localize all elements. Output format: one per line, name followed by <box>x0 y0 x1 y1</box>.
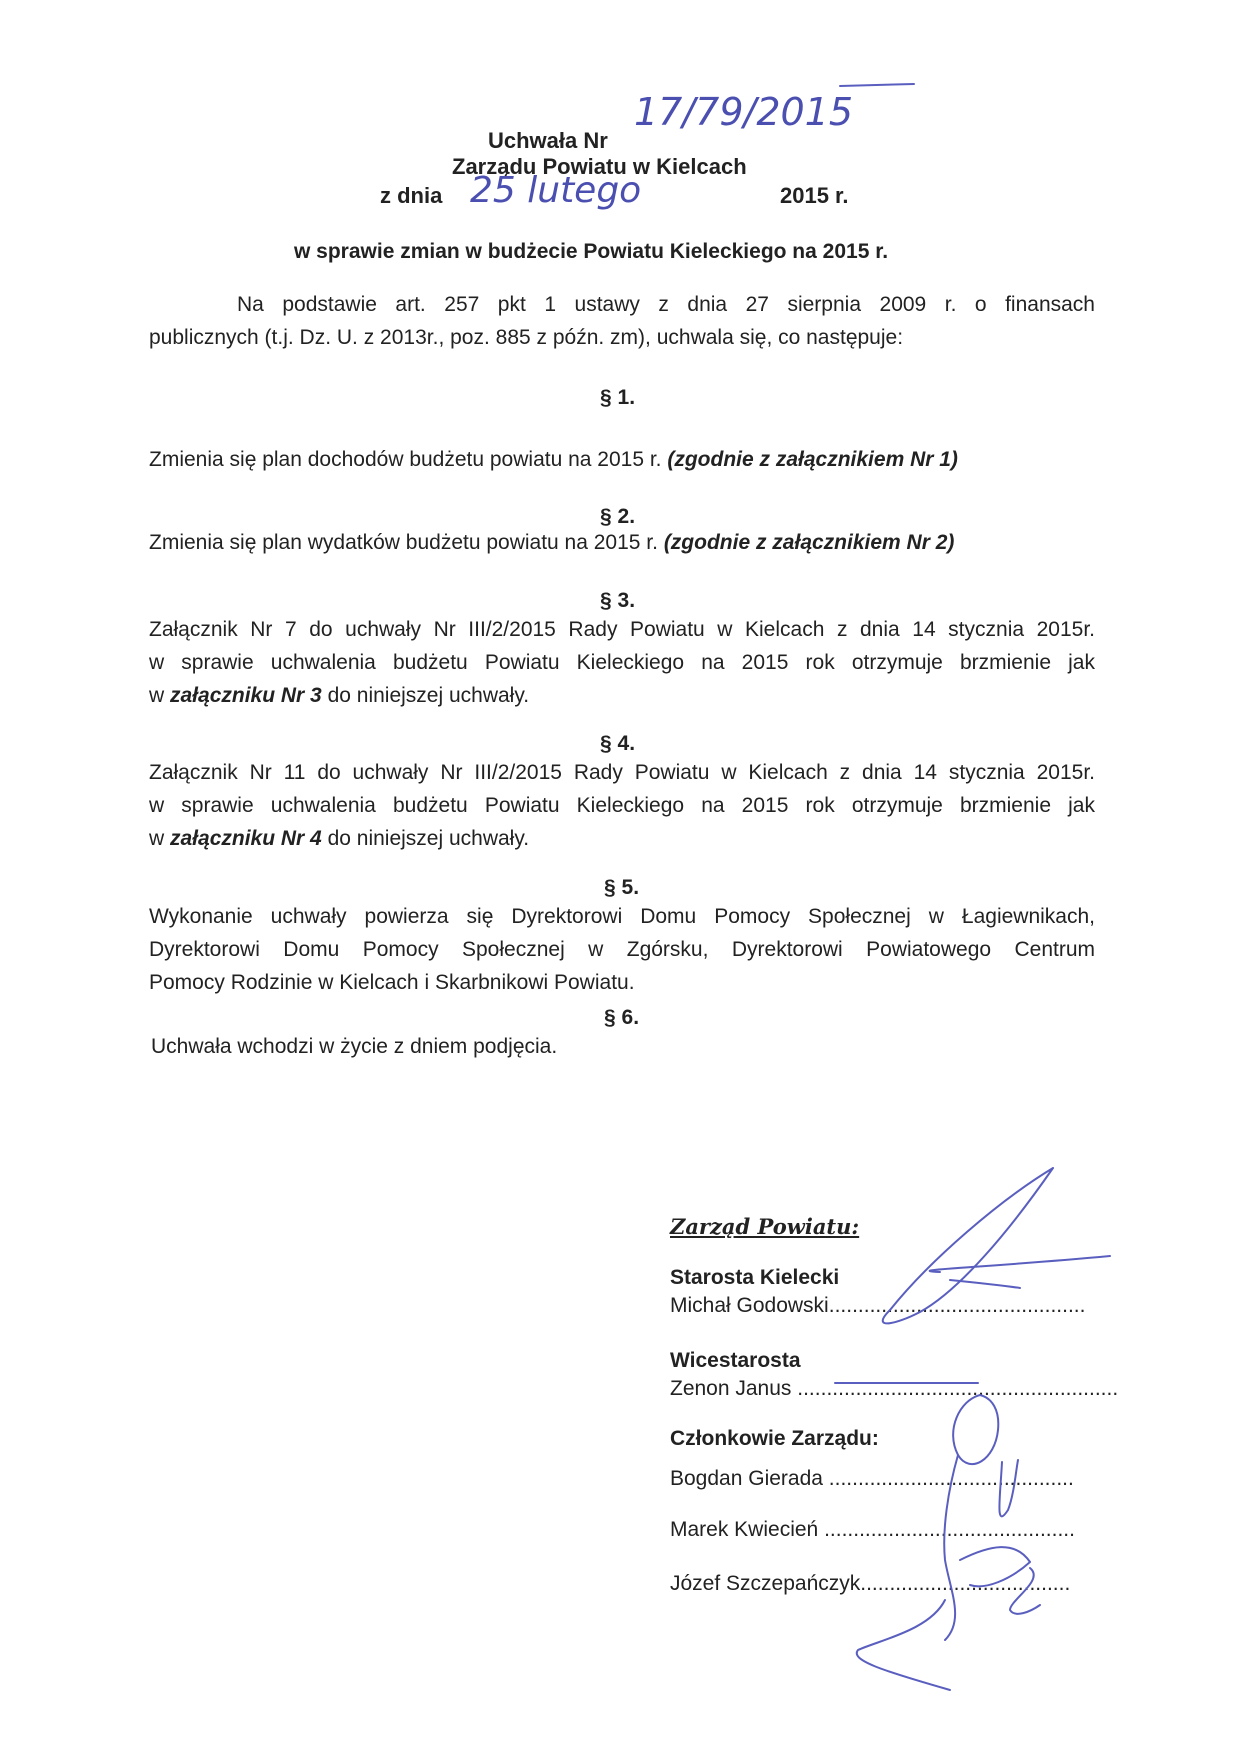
legal-basis-line-1: Na podstawie art. 257 pkt 1 ustawy z dnia 27 sierpnia 2009 r. o finansach <box>237 293 1095 316</box>
member-signature-loop <box>953 1395 998 1464</box>
section-3-line-3-post: do niniejszej uchwały. <box>321 684 530 707</box>
number-overline-stroke <box>840 84 914 86</box>
member-signature-stroke-3 <box>960 1547 1030 1586</box>
section-3-attachment-ref: załączniku Nr 3 <box>170 684 322 707</box>
title-prefix: Uchwała Nr <box>488 128 608 153</box>
member-signature-stroke-2 <box>999 1460 1018 1516</box>
starosta-signature-stroke <box>883 1168 1053 1323</box>
section-5-mark: § 5. <box>604 876 640 899</box>
section-4-line-2: w sprawie uchwalenia budżetu Powiatu Kieleckiego na 2015 rok otrzymuje brzmienie jak <box>149 794 1095 817</box>
vice-starosta-name: Zenon Janus <box>670 1377 792 1400</box>
starosta-name: Michał Godowski <box>670 1294 829 1317</box>
member-2-name: Marek Kwiecień <box>670 1518 819 1541</box>
section-1-mark: § 1. <box>600 386 636 409</box>
section-4-line-3-post: do niniejszej uchwały. <box>321 827 530 850</box>
issuer: Zarządu Powiatu w Kielcach <box>452 154 747 179</box>
section-3-mark: § 3. <box>600 589 636 612</box>
starosta-role: Starosta Kielecki <box>670 1266 840 1289</box>
member-2-dots: ........................................... <box>818 1518 1075 1541</box>
handwritten-resolution-number: 17/79/2015 <box>634 90 854 134</box>
section-1-body: Zmienia się plan dochodów budżetu powiatu na 2015 r. <box>149 448 668 471</box>
member-signature-stroke-1 <box>944 1455 958 1640</box>
section-1-reference: (zgodnie z załącznikiem Nr 1) <box>667 448 958 471</box>
section-4-line-3-pre: w <box>149 827 170 850</box>
board-title: Zarząd Powiatu: <box>670 1214 860 1239</box>
section-3-line-2: w sprawie uchwalenia budżetu Powiatu Kieleckiego na 2015 rok otrzymuje brzmienie jak <box>149 651 1095 674</box>
member-1-name: Bogdan Gierada <box>670 1467 823 1490</box>
section-4-attachment-ref: załączniku Nr 4 <box>170 827 322 850</box>
vice-starosta-dots: ....................................................... <box>797 1377 1119 1400</box>
vice-starosta-role: Wicestarosta <box>670 1349 801 1372</box>
section-5-line-2: Dyrektorowi Domu Pomocy Społecznej w Zgórsku, Dyrektorowi Powiatowego Centrum <box>149 938 1095 961</box>
handwritten-date: 25 lutego <box>470 170 642 211</box>
member-3-dots: .................................... <box>860 1572 1071 1595</box>
member-signature-stroke-5 <box>857 1600 950 1690</box>
board-members-role: Członkowie Zarządu: <box>670 1427 879 1450</box>
section-4-line-1: Załącznik Nr 11 do uchwały Nr III/2/2015 Rady Powiatu w Kielcach z dnia 14 stycznia 2015r. <box>149 761 1095 784</box>
section-4-mark: § 4. <box>600 732 636 755</box>
section-3-line-1: Załącznik Nr 7 do uchwały Nr III/2/2015 Rady Powiatu w Kielcach z dnia 14 stycznia 2015r. <box>149 618 1095 641</box>
section-3-line-3-pre: w <box>149 684 170 707</box>
member-3-name: Józef Szczepańczyk <box>670 1572 861 1595</box>
section-2-mark: § 2. <box>600 505 636 528</box>
section-2-reference: (zgodnie z załącznikiem Nr 2) <box>663 531 955 554</box>
legal-basis-line-2: publicznych (t.j. Dz. U. z 2013r., poz. 885 z późn. zm), uchwala się, co następuje: <box>149 326 904 349</box>
starosta-signature-stroke-3 <box>950 1280 1020 1288</box>
section-6-mark: § 6. <box>604 1006 640 1029</box>
starosta-signature-stroke-2 <box>930 1256 1110 1272</box>
starosta-dots: ............................................ <box>828 1294 1086 1317</box>
subject: w sprawie zmian w budżecie Powiatu Kieleckiego na 2015 r. <box>294 240 889 263</box>
section-2-body: Zmienia się plan wydatków budżetu powiatu na 2015 r. <box>149 531 664 554</box>
section-5-line-1: Wykonanie uchwały powierza się Dyrektorowi Domu Pomocy Społecznej w Łagiewnikach, <box>149 905 1095 928</box>
date-suffix: 2015 r. <box>780 183 849 208</box>
date-prefix: z dnia <box>380 183 443 208</box>
member-1-dots: .......................................... <box>822 1467 1074 1490</box>
section-5-line-3: Pomocy Rodzinie w Kielcach i Skarbnikowi Powiatu. <box>149 971 635 994</box>
section-6-text: Uchwała wchodzi w życie z dniem podjęcia. <box>151 1035 558 1058</box>
